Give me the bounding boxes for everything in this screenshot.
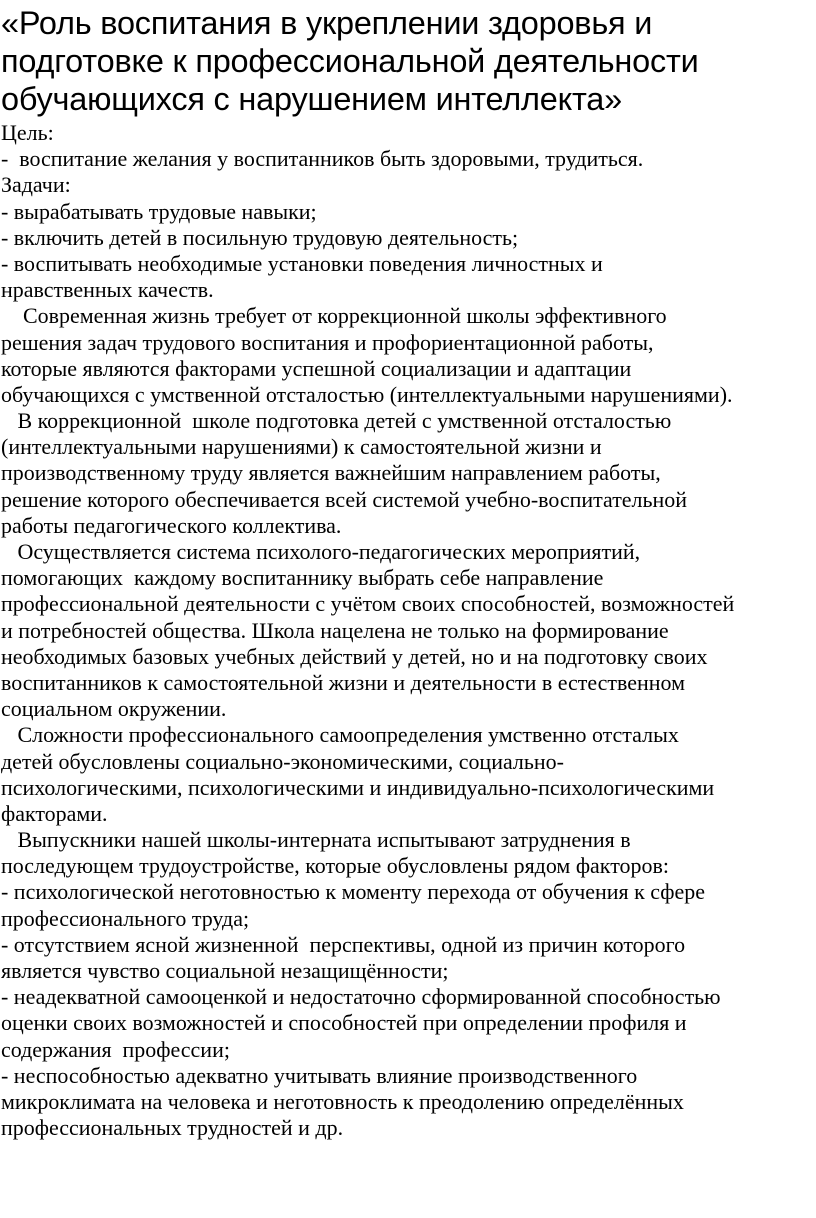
text-line: В коррекционной школе подготовка детей с умственной отсталостью: [1, 408, 672, 434]
text-line: Сложности профессионального самоопределения умственно отсталых: [1, 722, 679, 748]
text-line: социальном окружении.: [1, 696, 227, 722]
text-line: Осуществляется система психолого-педагогических мероприятий,: [1, 539, 641, 564]
title-line: «Роль воспитания в укреплении здоровья и: [1, 5, 653, 41]
text-line: содержания профессии;: [1, 1036, 230, 1062]
text-line: психологическими, психологическими и индивидуально-психологическими: [1, 774, 715, 800]
text-line: профессионального труда;: [1, 905, 250, 931]
text-line: оценки своих возможностей и способностей при определении профиля и: [1, 1010, 687, 1036]
text-line: - воспитание желания у воспитанников быть здоровыми, трудиться.: [1, 146, 644, 172]
text-line: нравственных качеств.: [1, 277, 214, 303]
text-line: факторами.: [1, 800, 108, 826]
text-line: Выпускники нашей школы-интерната испытывают затруднения в: [1, 827, 631, 853]
document-title: [1, 4, 816, 118]
text-line: и потребностей общества. Школа нацелена не только на формирование: [1, 617, 669, 643]
text-line: воспитанников к самостоятельной жизни и деятельности в естественном: [1, 669, 686, 695]
text-line: - неспособностью адекватно учитывать влияние производственного: [1, 1062, 638, 1088]
title-line: обучающихся с нарушением интеллекта»: [1, 81, 622, 117]
text-line: обучающихся с умственной отсталостью (интеллектуальными нарушениями).: [1, 381, 733, 407]
text-line: профессиональных трудностей и др.: [1, 1115, 344, 1141]
text-line: (интеллектуальными нарушениями) к самостоятельной жизни и: [1, 434, 602, 460]
text-line: детей обусловлены социально-экономическими, социально-: [1, 748, 564, 774]
document-body: [1, 120, 816, 1141]
text-line: - воспитывать необходимые установки поведения личностных и: [1, 250, 603, 276]
text-line: - психологической неготовностью к моменту перехода от обучения к сфере: [1, 879, 706, 905]
text-line: профессиональной деятельности с учётом своих способностей, возможностей: [1, 591, 735, 617]
text-line: решения задач трудового воспитания и профориентационной работы,: [1, 329, 654, 355]
text-line: Современная жизнь требует от коррекционной школы эффективного: [1, 303, 667, 329]
text-line: помогающих каждому воспитаннику выбрать себе направление: [1, 565, 604, 591]
text-line: Задачи:: [1, 172, 71, 198]
text-line: - вырабатывать трудовые навыки;: [1, 198, 317, 224]
text-line: решение которого обеспечивается всей системой учебно-воспитательной: [1, 486, 688, 512]
title-line: подготовке к профессиональной деятельности: [1, 43, 699, 79]
text-line: - неадекватной самооценкой и недостаточно сформированной способностью: [1, 984, 721, 1010]
text-line: - отсутствием ясной жизненной перспективы, одной из причин которого: [1, 931, 686, 957]
text-line: Цель:: [1, 120, 54, 145]
text-line: которые являются факторами успешной социализации и адаптации: [1, 355, 632, 381]
text-line: последующем трудоустройстве, которые обусловлены рядом факторов:: [1, 853, 669, 879]
text-line: является чувство социальной незащищённости;: [1, 958, 449, 983]
text-line: - включить детей в посильную трудовую деятельность;: [1, 224, 519, 250]
text-line: работы педагогического коллектива.: [1, 512, 342, 538]
text-line: производственному труду является важнейшим направлением работы,: [1, 460, 661, 486]
text-line: необходимых базовых учебных действий у детей, но и на подготовку своих: [1, 643, 708, 669]
text-line: микроклимата на человека и неготовность к преодолению определённых: [1, 1088, 684, 1114]
